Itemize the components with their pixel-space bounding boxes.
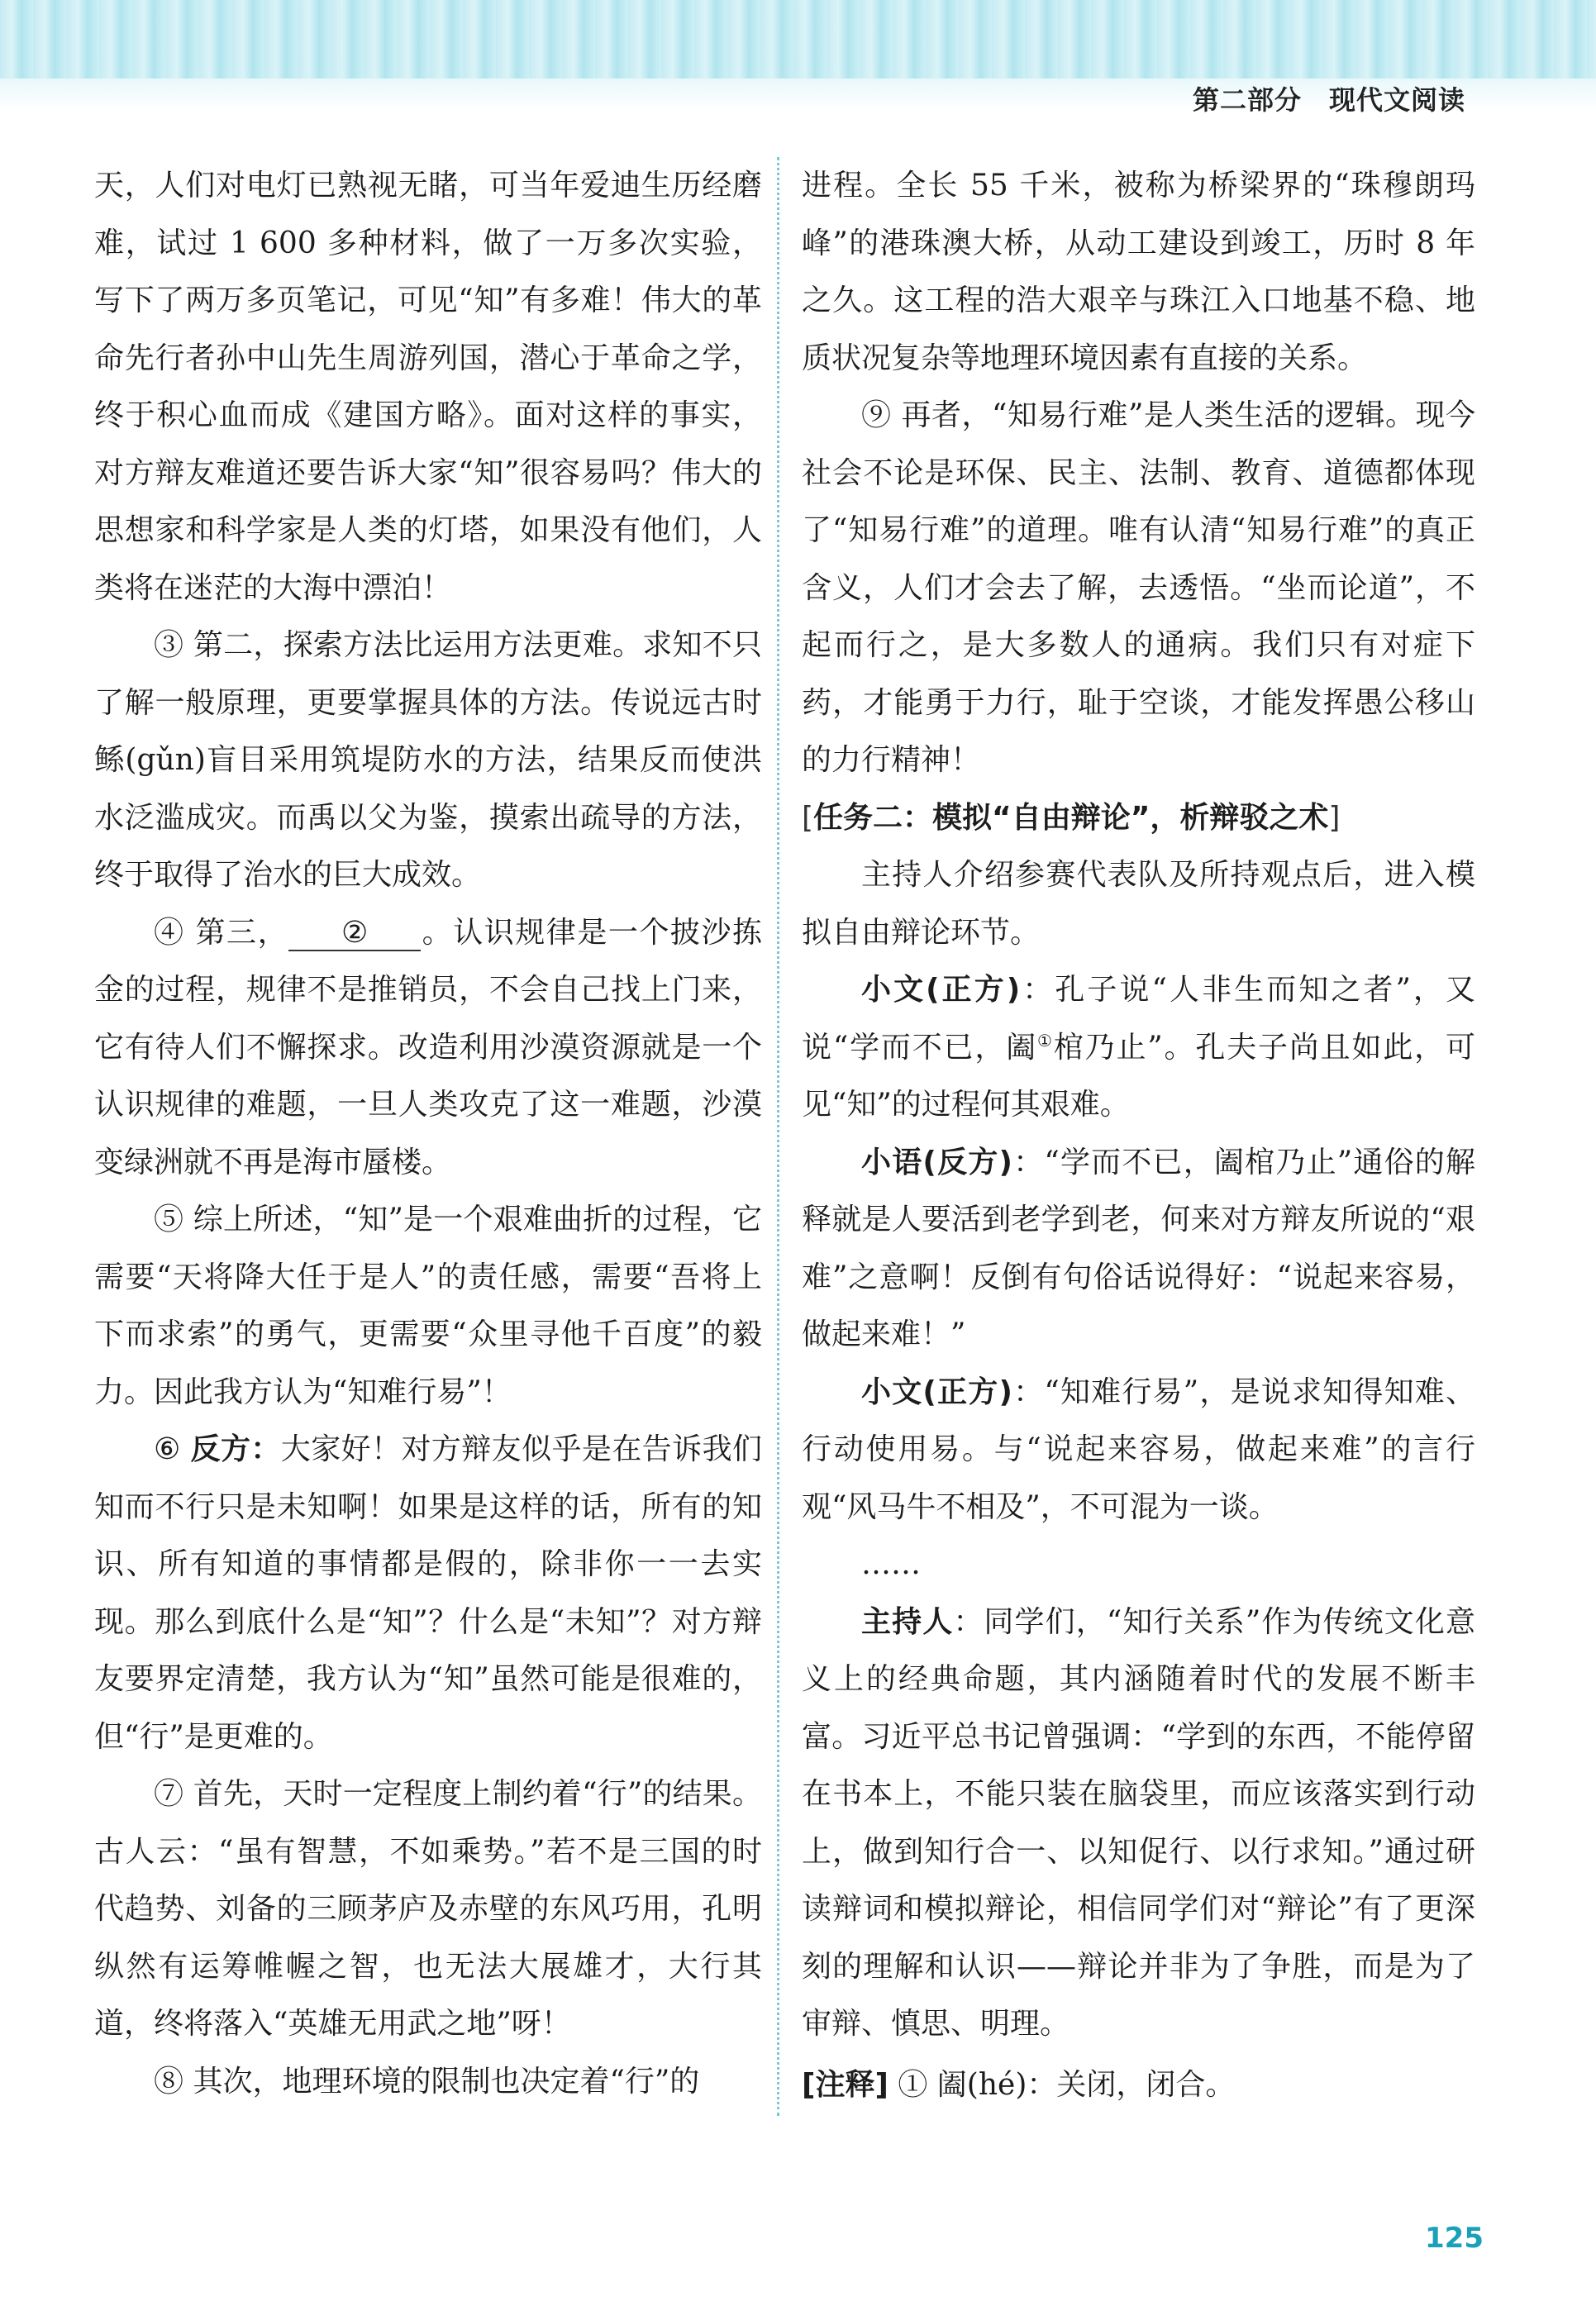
xiaoyu-text: ：“学而不已，阖棺乃止”通俗的解释就是人要活到老学到老，何来对方辩友所说的“艰难”之意啊！反倒有句俗话说得好：“说起来容易，做起来难！” xyxy=(802,1145,1475,1351)
paragraph-7: ⑦ 首先，天时一定程度上制约着“行”的结果。古人云：“虽有智慧，不如乘势。”若不是三国的时代趋势、刘备的三顾茅庐及赤壁的东风巧用，孔明纵然有运筹帷幄之智，也无法大展雄才，大行其道，终将落入“英雄无用武之地”呀！ xyxy=(94,1777,762,2041)
header-decorative-band xyxy=(0,0,1596,79)
speaker-xiaowen: 小文(正方) xyxy=(861,973,1021,1007)
paragraph-6-body: 大家好！对方辩友似乎是在告诉我们知而不行只是未知啊！如果是这样的话，所有的知识、所有知道的事情都是假的，除非你一一去实现。那么到底什么是“知”？什么是“未知”？对方辩友要界定清楚，我方认为“知”虽然可能是很难的，但“行”是更难的。 xyxy=(94,1432,762,1754)
host-intro: 主持人介绍参赛代表队及所持观点后，进入模拟自由辩论环节。 xyxy=(802,858,1475,950)
paragraph-8: ⑧ 其次，地理环境的限制也决定着“行”的 xyxy=(154,2064,700,2099)
speaker-xiaoyu: 小语(反方) xyxy=(861,1145,1012,1179)
page-number: 125 xyxy=(1425,2222,1484,2255)
right-column xyxy=(802,157,1475,2113)
paragraph-4-lead: ④ 第三， xyxy=(154,915,289,950)
paragraph-6 xyxy=(94,1421,762,1765)
xiaowen-text-2: ：“知难行易”，是说求知得知难、行动使用易。与“说起来容易，做起来难”的言行观“风马牛不相及”，不可混为一谈。 xyxy=(802,1375,1475,1524)
paragraph-6-number: ⑥ xyxy=(154,1432,191,1466)
paragraph-4-body: 。认识规律是一个披沙拣金的过程，规律不是推销员，不会自己找上门来，它有待人们不懈探求。改造利用沙漠资源就是一个认识规律的难题，一旦人类攻克了这一难题，沙漠变绿洲就不再是海市蜃楼。 xyxy=(94,915,762,1179)
column-divider xyxy=(777,157,779,2116)
fill-blank-2[interactable]: ② xyxy=(288,917,421,951)
task-two-title: 任务二：模拟“自由辩论”，析辩驳之术 xyxy=(813,800,1329,835)
ellipsis: …… xyxy=(861,1547,921,1581)
left-column xyxy=(94,157,762,2110)
xiaowen-statement-2 xyxy=(802,1364,1475,1537)
task-bracket-close: ] xyxy=(1328,800,1341,835)
xiaowen-text-1b: 棺乃止”。孔夫子尚且如此，可见“知”的过程何其艰难。 xyxy=(802,1030,1476,1122)
task-two-heading xyxy=(802,789,1475,847)
footnote-ref-1: ① xyxy=(1037,1030,1054,1051)
task-bracket-open: [ xyxy=(802,800,814,835)
paragraph-5: ⑤ 综上所述，“知”是一个艰难曲折的过程，它需要“天将降大任于是人”的责任感，需要“吾将上下而求索”的勇气，更需要“众里寻他千百度”的毅力。因此我方认为“知难行易”！ xyxy=(94,1203,762,1409)
paragraph-intro: 天，人们对电灯已熟视无睹，可当年爱迪生历经磨难，试过 1 600 多种材料，做了一万多次实验，写下了两万多页笔记，可见“知”有多难！伟大的革命先行者孙中山先生周游列国，潜心于革命之学，终于积心血而成《建国方略》。面对这样的事实，对方辩友难道还要告诉大家“知”很容易吗？伟大的思想家和科学家是人类的灯塔，如果没有他们，人类将在迷茫的大海中漂泊！ xyxy=(94,169,762,605)
host-closing-text: ：同学们，“知行关系”作为传统文化意义上的经典命题，其内涵随着时代的发展不断丰富。习近平总书记曾强调：“学到的东西，不能停留在书本上，不能只装在脑袋里，而应该落实到行动上，做到知行合一、以知促行、以行求知。”通过研读辩词和模拟辩论，相信同学们对“辩论”有了更深刻的理解和认识——辩论并非为了争胜，而是为了审辩、慎思、明理。 xyxy=(802,1604,1475,2041)
speaker-opposition: 反方： xyxy=(190,1432,281,1466)
footnote-text: ① 阖(hé)：关闭，闭合。 xyxy=(888,2067,1236,2102)
xiaowen-statement-1 xyxy=(802,961,1475,1134)
xiaoyu-statement xyxy=(802,1134,1475,1364)
paragraph-8-continued: 进程。全长 55 千米，被称为桥梁界的“珠穆朗玛峰”的港珠澳大桥，从动工建设到竣工，历时 8 年之久。这工程的浩大艰辛与珠江入口地基不稳、地质状况复杂等地理环境因素有直接的关系。 xyxy=(802,169,1475,375)
speaker-host: 主持人 xyxy=(861,1604,954,1639)
host-closing xyxy=(802,1594,1475,2053)
paragraph-9: ⑨ 再者，“知易行难”是人类生活的逻辑。现今社会不论是环保、民主、法制、教育、道德都体现了“知易行难”的道理。唯有认清“知易行难”的真正含义，人们才会去了解，去透悟。“坐而论道”，不起而行之，是大多数人的通病。我们只有对症下药，才能勇于力行，耻于空谈，才能发挥愚公移山的力行精神！ xyxy=(802,398,1475,777)
paragraph-3: ③ 第二，探索方法比运用方法更难。求知不只了解一般原理，更要掌握具体的方法。传说远古时鲧(gǔn)盲目采用筑堤防水的方法，结果反而使洪水泛滥成灾。而禹以父为鉴，摸索出疏导的方法，终于取得了治水的巨大成效。 xyxy=(94,628,762,892)
section-title: 第二部分 现代文阅读 xyxy=(1192,84,1465,116)
footnote-label: [注释] xyxy=(802,2067,889,2102)
xiaowen-text-1a: ：孔子说“人非生而知之者”，又说“学而不已，阖 xyxy=(802,973,1475,1065)
footnote xyxy=(802,2056,1475,2114)
paragraph-4 xyxy=(94,904,762,1192)
speaker-xiaowen-2: 小文(正方) xyxy=(861,1375,1012,1409)
